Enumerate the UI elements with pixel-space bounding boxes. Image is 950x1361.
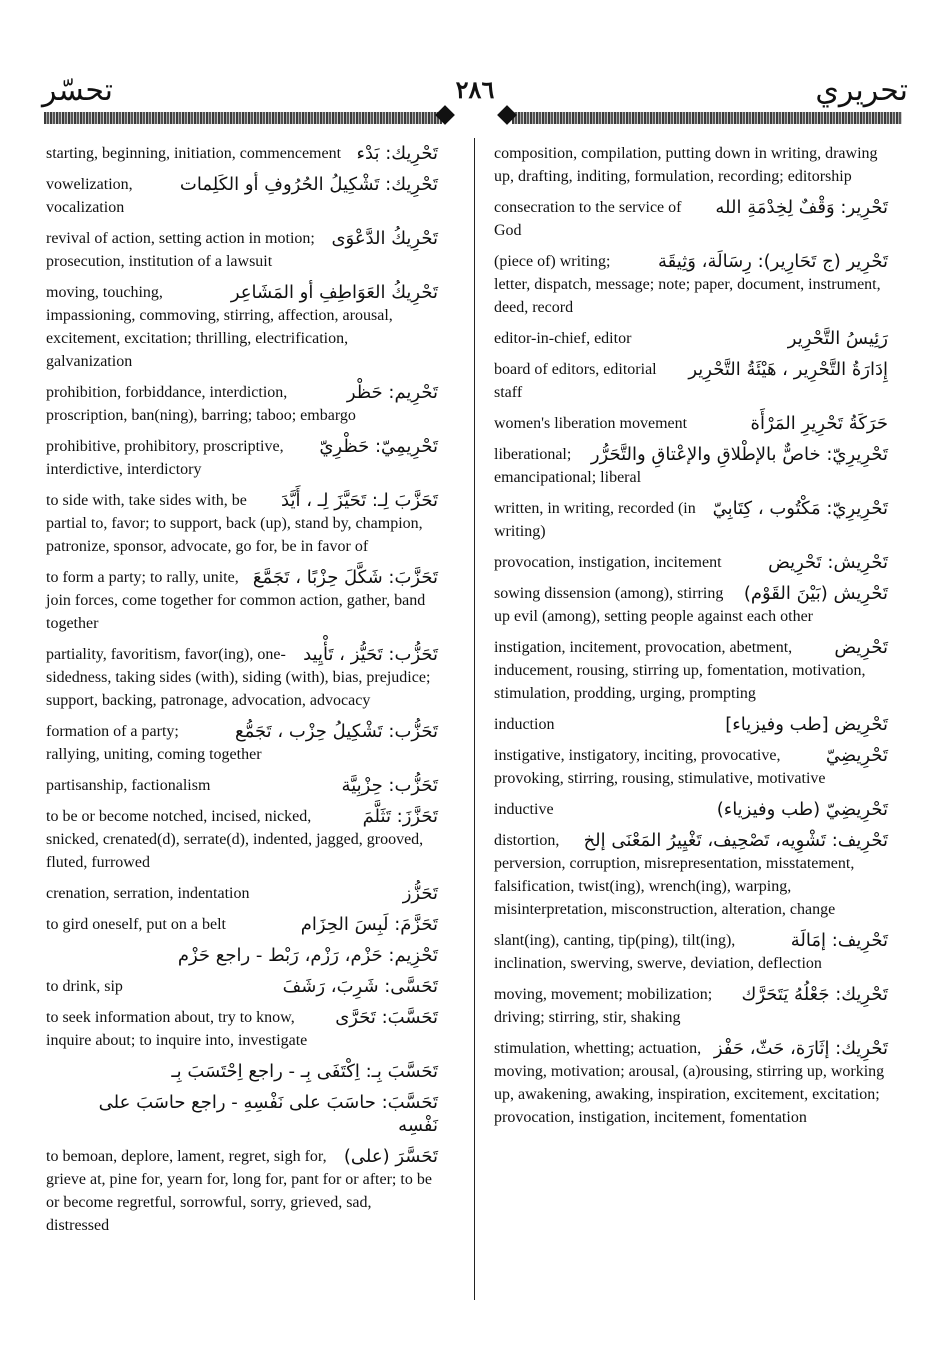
- arabic-headword: تَحْرِيرِيّ: مَكْتُوب ، كِتَابِيّ: [712, 498, 888, 519]
- english-definition: inductive: [494, 801, 554, 818]
- dictionary-entry: [46, 882, 438, 905]
- arabic-headword: تَحْرِيف: إمَالَة: [790, 930, 888, 951]
- arabic-headword: تَحَزُّب: حِزْبِيَّة: [341, 775, 438, 796]
- english-definition: vowelization, vocalization: [46, 176, 133, 216]
- arabic-headword: تَحَزُّز: [402, 883, 438, 904]
- english-definition: board of editors, editorial staff: [494, 361, 657, 401]
- english-definition: stimulation, whetting; actuation, moving, motivation; arousal, (a)rousing, stirring up, working up, awakening, awaking, inspiration, excitement, excitation; provocation, instigation, incitement, fomentation: [494, 1040, 885, 1126]
- dictionary-entry: [46, 566, 438, 635]
- right-column: [494, 142, 888, 1137]
- dictionary-entry: [46, 643, 438, 712]
- english-definition: to form a party; to rally, unite, join forces, come together for common action, gather, band together: [46, 569, 426, 632]
- dictionary-entry: [46, 944, 438, 967]
- dictionary-entry: [46, 913, 438, 936]
- dictionary-entry: [494, 250, 888, 319]
- arabic-headword: تَحَسَّى: شَرِبَ، رَشَفَ: [282, 976, 438, 997]
- dictionary-entry: [494, 1037, 888, 1129]
- english-definition: starting, beginning, initiation, commencement: [46, 145, 342, 162]
- dictionary-entry: [46, 720, 438, 766]
- english-definition: (piece of) writing; letter, dispatch, message; note; paper, document, instrument, deed, record: [494, 253, 881, 316]
- english-definition: slant(ing), canting, tip(ping), tilt(ing), inclination, swerving, swerve, deviation, deflection: [494, 932, 822, 972]
- english-definition: prohibitive, prohibitory, proscriptive, interdictive, interdictory: [46, 438, 284, 478]
- arabic-headword: تَحْرِيمِيّ: حَظْرِيّ: [319, 436, 438, 457]
- arabic-headword: تَحْرِيضِيّ (طب وفيزياء): [716, 799, 888, 820]
- arabic-headword: حَرَكَةُ تَحْرِيرِ المَرْأَة: [750, 413, 888, 434]
- arabic-headword: تَحَزَّبَ لِـ: تَحَيَّزَ لِـ ، أَيَّدَ: [281, 490, 438, 511]
- english-definition: moving, movement; mobilization; driving; stirring, stir, shaking: [494, 986, 713, 1026]
- dictionary-entry: [494, 929, 888, 975]
- dictionary-entry: [46, 435, 438, 481]
- arabic-headword: تَحَزَّبَ: شَكَّلَ حِزْبًا ، تَجَمَّعَ: [252, 567, 438, 588]
- column-divider: [474, 138, 475, 1300]
- dictionary-entry: [494, 551, 888, 574]
- english-definition: distortion, perversion, corruption, misrepresentation, misstatement, falsification, twist(ing), wrench(ing), warping, misinterpretation, misconstruction, alteration, change: [494, 832, 855, 918]
- dictionary-entry: [46, 1145, 438, 1237]
- english-definition: partisanship, factionalism: [46, 777, 211, 794]
- english-definition: instigative, instigatory, inciting, provocative, provoking, stirring, rousing, stimulative, motivative: [494, 747, 826, 787]
- english-definition: to seek information about, try to know, inquire about; to inquire into, investigate: [46, 1009, 308, 1049]
- dictionary-entry: [494, 636, 888, 705]
- dictionary-entry: [494, 829, 888, 921]
- arabic-headword: تَحْرِيك: بَدْء: [356, 143, 438, 164]
- dictionary-entry: [494, 196, 888, 242]
- english-definition: crenation, serration, indentation: [46, 885, 250, 902]
- arabic-headword: تَحَزَّمَ: لَبِسَ الحِزَام: [300, 914, 438, 935]
- arabic-headword: تَحْرِيكُ الدَّعْوَى: [331, 228, 438, 249]
- dictionary-entry: [46, 489, 438, 558]
- dictionary-entry: [46, 281, 438, 373]
- dictionary-entry: [46, 774, 438, 797]
- dictionary-entry: [494, 497, 888, 543]
- arabic-headword: إِدَارَةُ التَّحْرِير ، هَيْئَةُ التَّحْرِير: [688, 359, 888, 380]
- english-definition: to gird oneself, put on a belt: [46, 916, 226, 933]
- dictionary-entry: [494, 582, 888, 628]
- arabic-headword: تَحَزُّب: تَشْكِيلُ حِزْب ، تَجَمُّع: [235, 721, 438, 742]
- english-definition: women's liberation movement: [494, 415, 688, 432]
- dictionary-entry: [46, 227, 438, 273]
- english-definition: composition, compilation, putting down in writing, drawing up, drafting, inditing, formulation, recording; editorship: [494, 145, 878, 185]
- dictionary-entry: [494, 983, 888, 1029]
- dictionary-entry: [46, 1091, 438, 1137]
- english-definition: to bemoan, deplore, lament, regret, sigh for, grieve at, pine for, yearn for, long for, pant for or after; to be or become regretful, sorrowful, sorry, grieved, sad, distressed: [46, 1148, 432, 1234]
- arabic-headword: تَحَسَّبَ: حاسَبَ على نَفْسِهِ - راجع حاسَبَ على نَفْسِه: [98, 1092, 438, 1136]
- english-definition: prohibition, forbiddance, interdiction, proscription, ban(ning), barring; taboo; embargo: [46, 384, 356, 424]
- dictionary-entry: [494, 412, 888, 435]
- english-definition: revival of action, setting action in motion; prosecution, institution of a lawsuit: [46, 230, 315, 270]
- dictionary-entry: [46, 805, 438, 874]
- arabic-headword: تَحَسَّبَ: تَحَرَّى: [335, 1007, 438, 1028]
- english-definition: sowing dissension (among), stirring up evil (among), setting people against each other: [494, 585, 814, 625]
- header-rule-left: [44, 112, 442, 124]
- left-column: [46, 142, 438, 1245]
- dictionary-entry: [494, 713, 888, 736]
- english-definition: partiality, favoritism, favor(ing), one-sidedness, taking sides (with), siding (with), bias, prejudice; support, backing, patronage, advocation, advocacy: [46, 646, 431, 709]
- arabic-headword: تَحْرِيرِيّ: خاصٌّ بالإطْلاقِ والإعْتاقِ والتَّحَرُّر: [590, 444, 888, 465]
- arabic-headword: تَحَزُّب: تَحَيُّز ، تَأْيِيد: [303, 644, 438, 665]
- arabic-headword: تَحْزِيم: حَزْم، رَزْم، رَبْط - راجع حَزْم: [177, 945, 438, 966]
- dictionary-entry: [46, 975, 438, 998]
- english-definition: to drink, sip: [46, 978, 123, 995]
- dictionary-entry: [46, 1006, 438, 1052]
- english-definition: to side with, take sides with, be partial to, favor; to support, back (up), stand by, champion, patronize, sponsor, advocate, go for, be in favor of: [46, 492, 423, 555]
- dictionary-entry: [494, 798, 888, 821]
- english-definition: instigation, incitement, provocation, abetment, inducement, rousing, stirring up, fomentation, motivation, stimulation, prodding, urging, prompting: [494, 639, 866, 702]
- english-definition: editor-in-chief, editor: [494, 330, 632, 347]
- arabic-headword: تَحْرِيك: جَعْلُهُ يَتَحَرَّك: [741, 984, 888, 1005]
- dictionary-entry: [494, 744, 888, 790]
- english-definition: liberational; emancipational; liberal: [494, 446, 642, 486]
- dictionary-entry: [46, 1060, 438, 1083]
- arabic-headword: تَحْرِيض: [834, 637, 888, 658]
- left-guide-word: تحسّر: [42, 74, 114, 107]
- arabic-headword: تَحْرِيش (بَيْنَ القَوْم): [743, 583, 888, 604]
- arabic-headword: تَحْرِيض [طب وفيزياء]: [725, 714, 888, 735]
- arabic-headword: تَحْرِيك: إثَارَة، حَثّ، حَفْز: [713, 1038, 888, 1059]
- arabic-headword: تَحْرِيف: تَشْوِيه، تَصْحِيف، تَغْيِيرُ المَعْنَى إلخ: [583, 830, 888, 851]
- arabic-headword: تَحْرِيكُ العَوَاطِفِ أو المَشَاعِر: [230, 282, 438, 303]
- arabic-headword: تَحْرِيك: تَشْكِيلُ الحُرُوفِ أو الكَلِمات: [179, 174, 438, 195]
- dictionary-entry: [494, 358, 888, 404]
- english-definition: written, in writing, recorded (in writing): [494, 500, 696, 540]
- dictionary-entry: [46, 381, 438, 427]
- dictionary-entry: [46, 173, 438, 219]
- dictionary-entry: [494, 443, 888, 489]
- right-guide-word: تحريري: [815, 74, 908, 107]
- english-definition: moving, touching, impassioning, commoving, stirring, affection, arousal, excitement, excitation; thrilling, electrification, galvanization: [46, 284, 393, 370]
- page-header: [0, 62, 950, 112]
- english-definition: induction: [494, 716, 555, 733]
- arabic-headword: تَحْرِير: وَقْفٌ لِخِدْمَةِ الله: [715, 197, 888, 218]
- english-definition: to be or become notched, incised, nicked, snicked, crenated(d), serrate(d), indented, jagged, grooved, fluted, furrowed: [46, 808, 424, 871]
- dictionary-entry: [494, 142, 888, 188]
- arabic-headword: تَحَزَّزَ: تَثَلَّمَ: [362, 806, 438, 827]
- dictionary-entry: [46, 142, 438, 165]
- english-definition: provocation, instigation, incitement: [494, 554, 722, 571]
- arabic-headword: تَحَسَّرَ (على): [343, 1146, 438, 1167]
- arabic-headword: رَئِيسُ التَّحْرِير: [787, 328, 888, 349]
- english-definition: consecration to the service of God: [494, 199, 682, 239]
- arabic-headword: تَحْرِيش: تَحْرِيض: [768, 552, 888, 573]
- arabic-headword: تَحْرِيضِيّ: [825, 745, 888, 766]
- arabic-headword: تَحْرِيم: حَظْر: [346, 382, 438, 403]
- arabic-headword: تَحَسَّبَ بِـ: اِكْتَفَى بِـ - راجع اِحْتَسَبَ بِـ: [171, 1061, 438, 1082]
- arabic-headword: تَحْرِير (ج تَحَارِير): رِسَالَة، وَثِيقَة: [658, 251, 888, 272]
- english-definition: formation of a party; rallying, uniting, coming together: [46, 723, 262, 763]
- dictionary-entry: [494, 327, 888, 350]
- header-rule-right: [512, 112, 902, 124]
- page-number: ٢٨٦: [455, 78, 495, 104]
